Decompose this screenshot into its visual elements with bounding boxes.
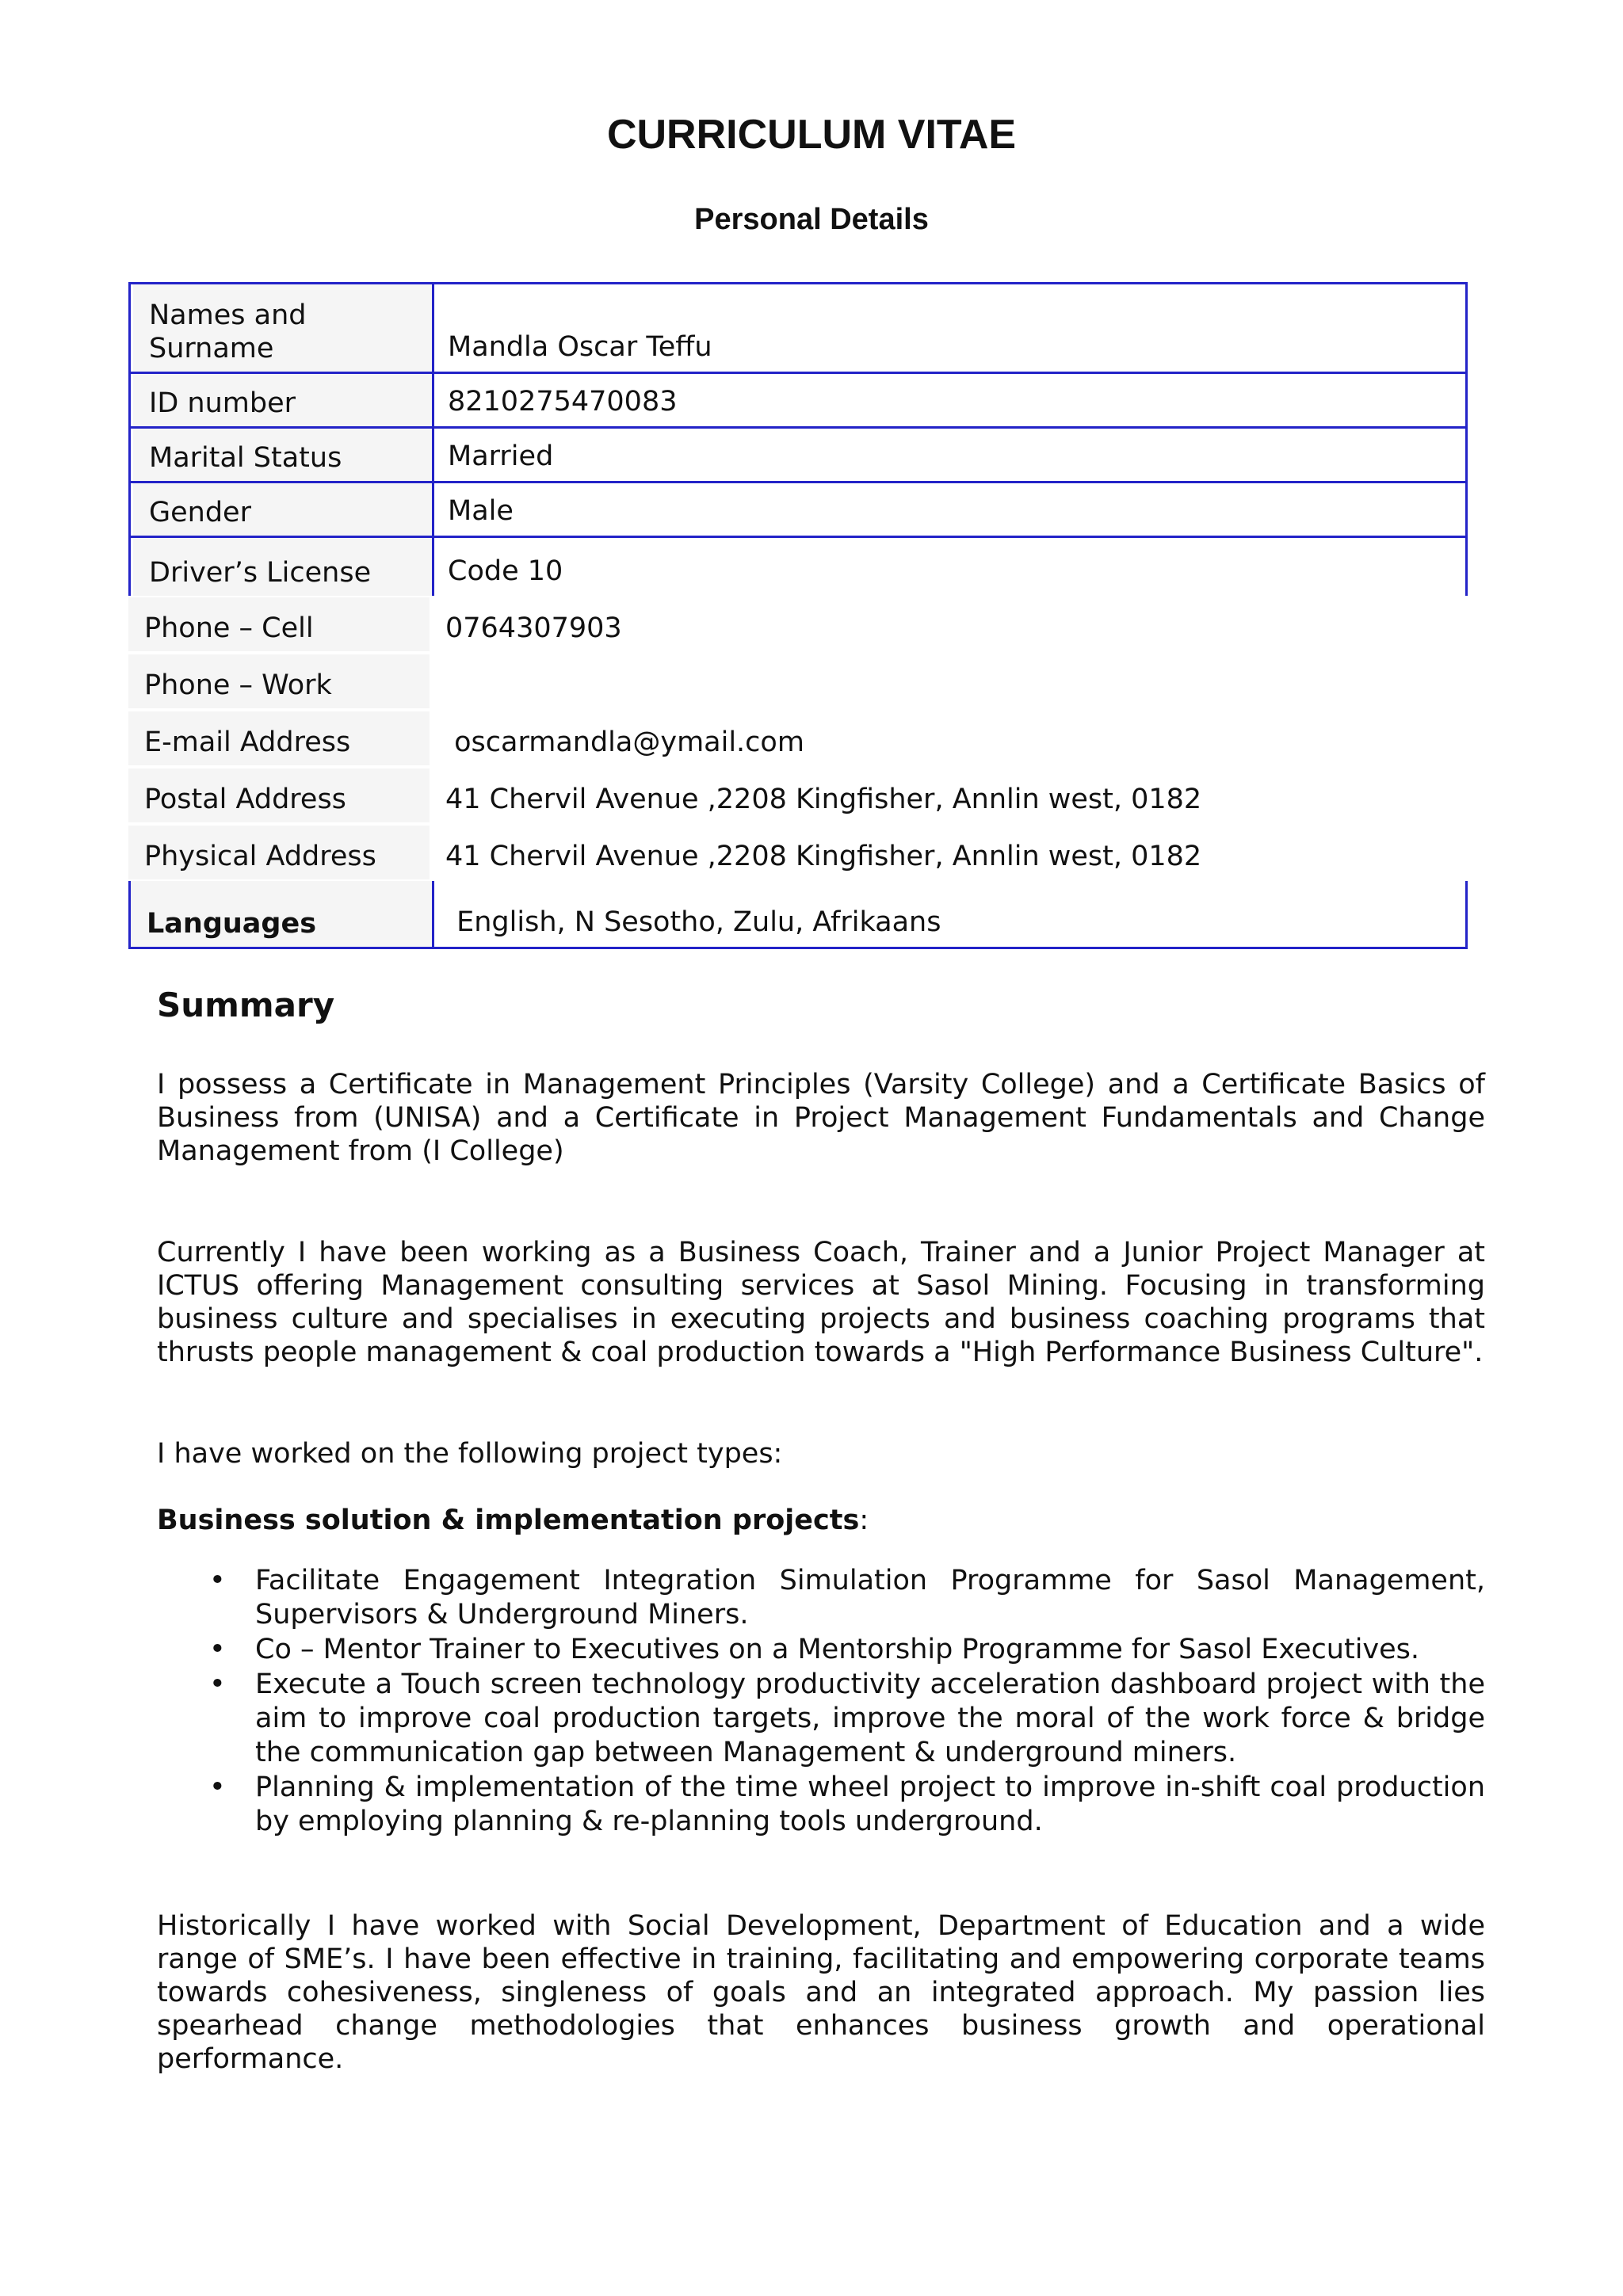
bullet-icon: • <box>209 1772 226 1803</box>
row-label: Names and Surname <box>133 284 432 372</box>
list-item <box>157 1668 1485 1770</box>
row-value: English, N Sesotho, Zulu, Afrikaans <box>448 906 941 938</box>
table-row-languages <box>128 881 1468 949</box>
row-label: ID number <box>133 374 432 426</box>
row-label: Physical Address <box>128 826 430 879</box>
row-value: Married <box>448 441 554 472</box>
row-value: Male <box>448 495 514 527</box>
table-row-postal <box>128 767 1468 824</box>
row-label: E-mail Address <box>128 711 430 765</box>
row-label: Postal Address <box>128 769 430 822</box>
row-label: Phone – Work <box>128 654 430 708</box>
row-value: Code 10 <box>448 555 563 587</box>
table-row-email <box>128 710 1468 767</box>
summary-paragraph-history: Historically I have worked with Social Development, Department of Education and a wide range of SME’s. I have been effective in training, facilitating and empowering corporate teams towards cohesiveness, singleness of goals and an integrated approach. My passion lies spearhead change methodologies that enhances business growth and operational performance. <box>157 1910 1485 2075</box>
row-label: Marital Status <box>133 429 432 481</box>
bullet-icon: • <box>209 1565 226 1596</box>
row-value: oscarmandla@ymail.com <box>445 727 804 758</box>
row-value: 0764307903 <box>445 612 622 644</box>
projects-bullet-list <box>157 1564 1485 1840</box>
bullet-icon: • <box>209 1669 226 1700</box>
summary-heading: Summary <box>157 986 335 1024</box>
projects-subheading-text: Business solution & implementation projects <box>157 1505 860 1536</box>
row-value <box>445 654 1468 708</box>
projects-subheading <box>157 1504 1485 1537</box>
table-row-physical <box>128 824 1468 881</box>
table-row-phone-work <box>128 653 1468 710</box>
table-row-license <box>128 536 1468 596</box>
row-label: Driver’s License <box>133 538 432 596</box>
row-value: 8210275470083 <box>448 386 678 418</box>
list-item-text: Co – Mentor Trainer to Executives on a Mentorship Programme for Sasol Executives. <box>255 1634 1420 1665</box>
row-label: Languages <box>131 881 432 947</box>
row-label: Phone – Cell <box>128 597 430 651</box>
list-item <box>157 1771 1485 1839</box>
table-row-phone-cell <box>128 596 1468 653</box>
row-value: Mandla Oscar Teffu <box>448 331 712 363</box>
list-item-text: Execute a Touch screen technology productivity acceleration dashboard project with the aim to improve coal production targets, improve the moral of the work force & bridge the communication gap between Management & underground miners. <box>255 1669 1485 1768</box>
projects-subheading-colon: : <box>859 1505 869 1536</box>
table-row-gender <box>128 481 1468 538</box>
table-row-marital <box>128 426 1468 483</box>
document-title: CURRICULUM VITAE <box>606 112 1017 158</box>
summary-paragraph-qualifications: I possess a Certificate in Management Principles (Varsity College) and a Certificate Basics of Business from (UNISA) and a Certificate in Project Management Fundamentals and Change Management from (I College) <box>157 1069 1485 1167</box>
table-row-id <box>128 372 1468 429</box>
list-item <box>157 1633 1485 1667</box>
summary-paragraph-current-role: Currently I have been working as a Business Coach, Trainer and a Junior Project Manager at ICTUS offering Management consulting services at Sasol Mining. Focusing in transforming business culture and specialises in executing projects and business coaching programs that thrusts people management & coal production towards a "High Performance Business Culture". <box>157 1237 1485 1368</box>
section-title-personal-details: Personal Details <box>694 203 929 236</box>
list-item <box>157 1564 1485 1632</box>
summary-paragraph-project-types: I have worked on the following project types: <box>157 1438 783 1470</box>
row-label: Gender <box>133 483 432 536</box>
row-value: 41 Chervil Avenue ,2208 Kingfisher, Annlin west, 0182 <box>445 784 1202 815</box>
table-row-names <box>128 282 1468 374</box>
list-item-text: Facilitate Engagement Integration Simulation Programme for Sasol Management, Supervisors & Underground Miners. <box>255 1565 1485 1630</box>
row-value: 41 Chervil Avenue ,2208 Kingfisher, Annlin west, 0182 <box>445 841 1202 872</box>
list-item-text: Planning & implementation of the time wheel project to improve in-shift coal production by employing planning & re-planning tools underground. <box>255 1772 1485 1837</box>
bullet-icon: • <box>209 1634 226 1665</box>
